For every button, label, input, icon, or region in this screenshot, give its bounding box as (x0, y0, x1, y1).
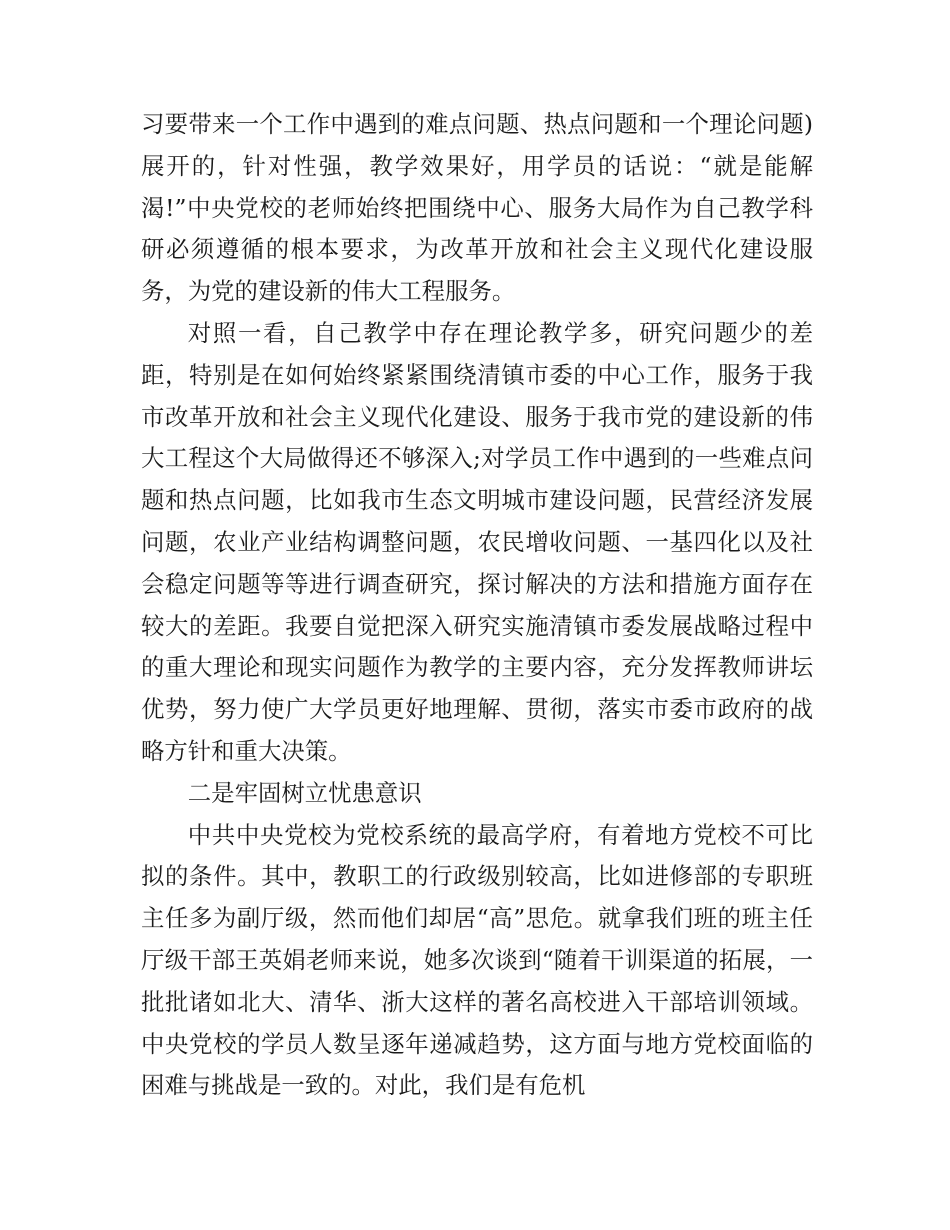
document-body (141, 104, 813, 1107)
paragraph-continued: 习要带来一个工作中遇到的难点问题、热点问题和一个理论问题)展开的，针对性强，教学效果好，用学员的话说：“就是能解渴!”中央党校的老师始终把围绕中心、服务大局作为自己教学科研必须遵循的根本要求，为改革开放和社会主义现代化建设服务，为党的建设新的伟大工程服务。 (141, 110, 813, 306)
paragraph-central-party-school: 中共中央党校为党校系统的最高学府，有着地方党校不可比拟的条件。其中，教职工的行政级别较高，比如进修部的专职班主任多为副厅级，然而他们却居“高”思危。就拿我们班的班主任厅级干部王英娟老师来说，她多次谈到“随着干训渠道的拓展，一批批诸如北大、清华、浙大这样的著名高校进入干部培训领域。中央党校的学员人数呈逐年递减趋势，这方面与地方党校面临的困难与挑战是一致的。对此，我们是有危机 (141, 820, 813, 1100)
section-heading: 二是牢固树立忧患意识 (187, 778, 422, 807)
paragraph-comparison: 对照一看，自己教学中存在理论教学多，研究问题少的差距，特别是在如何始终紧紧围绕清镇市委的中心工作，服务于我市改革开放和社会主义现代化建设、服务于我市党的建设新的伟大工程这个大局做得还不够深入;对学员工作中遇到的一些难点问题和热点问题，比如我市生态文明城市建设问题，民营经济发展问题，农业产业结构调整问题，农民增收问题、一基四化以及社会稳定问题等等进行调查研究，探讨解决的方法和措施方面存在较大的差距。我要自觉把深入研究实施清镇市委发展战略过程中的重大理论和现实问题作为教学的主要内容，充分发挥教师讲坛优势，努力使广大学员更好地理解、贯彻，落实市委市政府的战略方针和重大决策。 (141, 318, 813, 765)
